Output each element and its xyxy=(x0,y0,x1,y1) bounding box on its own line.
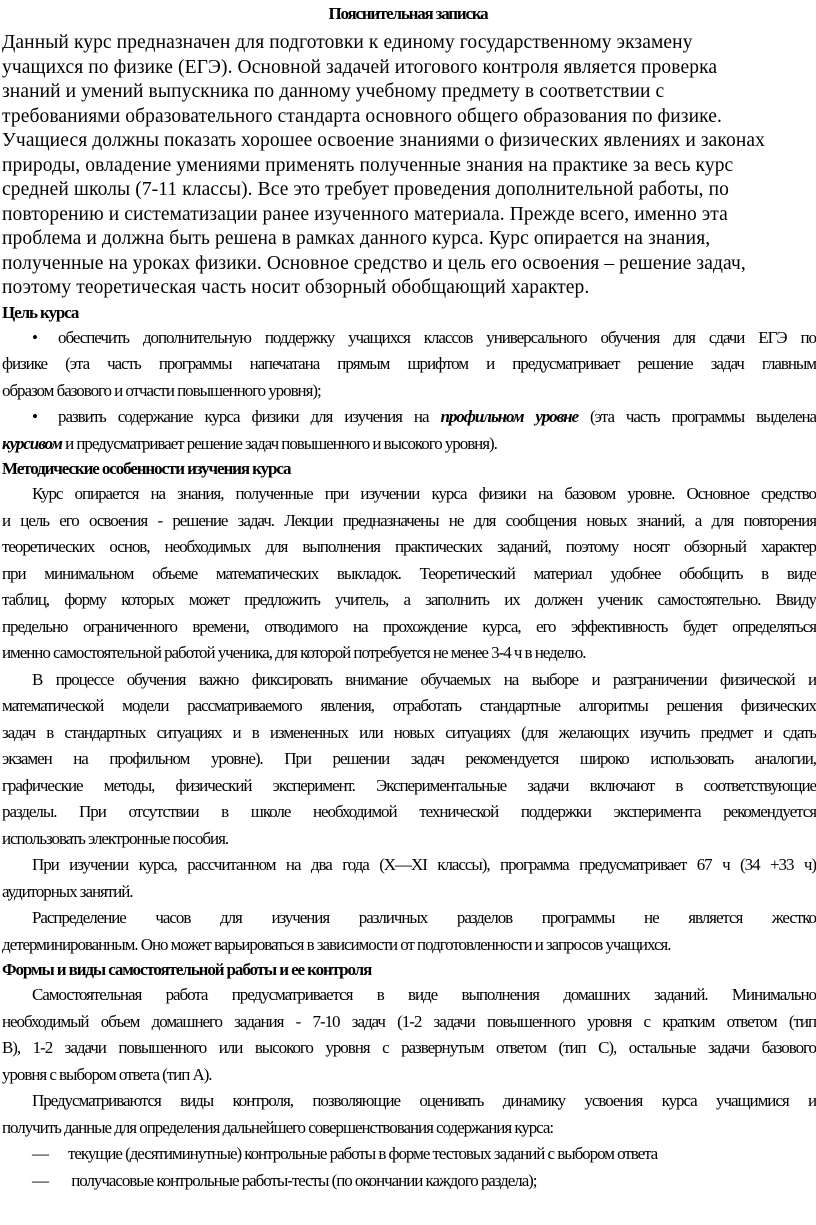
profile-level-emphasis: профильном уровне xyxy=(440,407,579,426)
italic-emphasis: курсивом xyxy=(2,433,62,453)
control-item-1 xyxy=(2,1141,816,1168)
methods-p4-line: Распределение часов для изучения различных разделов программы не является жестко xyxy=(32,908,816,927)
intro-line: Данный курс предназначен для подготовки к единому государственному экзамену xyxy=(2,32,693,53)
bullet-icon: • xyxy=(32,327,37,347)
methods-p1-line: именно самостоятельной работой ученика, для которой потребуется не менее 3-4 ч в неделю. xyxy=(2,643,586,662)
goal-bullet-2-text-after: (эта часть программы выделена xyxy=(578,407,816,426)
intro-line: повторению и систематизации ранее изученного материала. Прежде всего, именно эта xyxy=(2,203,728,225)
intro-line: проблема и должна быть решена в рамках данного курса. Курс опирается на знания, xyxy=(2,228,711,249)
methods-p2-line: графические методы, физический эксперимент. Экспериментальные задачи включают в соответствующие xyxy=(2,775,816,795)
forms-p1-line: необходимый объем домашнего задания - 7-10 задач (1-2 задачи повышенного уровня с кратким ответом (тип xyxy=(2,1011,816,1031)
dash-icon: — xyxy=(32,1144,48,1163)
intro-line: Учащиеся должны показать хорошее освоение знаниями о физических явлениях и законах xyxy=(2,130,765,151)
goal-bullet-1-line-1 xyxy=(2,325,816,352)
methods-p1-line: Курс опирается на знания, полученные при изучении курса физики на базовом уровне. Основное средство xyxy=(32,484,816,503)
intro-line: полученные на уроках физики. Основное средство и цель его освоения – решение задач, xyxy=(2,252,746,274)
forms-p1-line: уровня с выбором ответа (тип А). xyxy=(2,1064,212,1084)
methods-p2-line: использовать электронные пособия. xyxy=(2,828,229,848)
methods-p2-line: разделы. При отсутствии в школе необходимой технической поддержки эксперимента рекомендуется xyxy=(2,802,816,821)
intro-line: требованиями образовательного стандарта основного общего образования по физике. xyxy=(2,105,722,127)
methods-heading: Методические особенности изучения курса xyxy=(2,459,291,478)
bullet-icon: • xyxy=(32,407,37,426)
methods-p2-line: задач в стандартных ситуациях и в измененных или новых ситуациях (для желающих изучить предмет и сдать xyxy=(2,722,816,742)
intro-paragraph xyxy=(0,28,816,301)
methods-p2-line: экзамен на профильном уровне). При решении задач рекомендуется широко использовать аналогии, xyxy=(2,749,816,768)
methods-p3-line: При изучении курса, рассчитанном на два года (X—XI классы), программа предусматривает 67 ч (34 +33 ч) xyxy=(32,855,816,874)
forms-p2-line: получить данные для определения дальнейшего совершенствования содержания курса: xyxy=(2,1117,554,1137)
document-title: Пояснительная записка xyxy=(328,4,488,23)
methods-p2-line: В процессе обучения важно фиксировать внимание обучаемых на выборе и разграничении физической и xyxy=(32,669,816,689)
goal-bullet-1-text: обеспечить дополнительную поддержку учащихся классов универсального обучения для сдачи ЕГЭ по xyxy=(58,327,816,347)
forms-p1-line: Самостоятельная работа предусматривается в виде выполнения домашних заданий. Минимально xyxy=(32,985,816,1004)
control-item-text: получасовые контрольные работы-тесты (по окончании каждого раздела); xyxy=(68,1170,537,1190)
methods-p2-line: математической модели рассматриваемого явления, отработать стандартные алгоритмы решения физических xyxy=(2,696,816,715)
methods-p3-line: аудиторных занятий. xyxy=(2,881,133,901)
intro-line: природы, овладение умениями применять полученные знания на практике за весь курс xyxy=(2,154,734,176)
forms-p1-line: В), 1-2 задачи повышенного или высокого уровня с развернутым ответом (тип С), остальные задачи базового xyxy=(2,1038,816,1057)
goal-heading: Цель курса xyxy=(2,302,79,322)
intro-line: знаний и умений выпускника по данному учебному предмету в соответствии с xyxy=(2,81,665,102)
control-item-2 xyxy=(2,1168,816,1195)
goal-list xyxy=(0,325,816,458)
goal-bullet-2-line-2 xyxy=(2,431,816,458)
dash-icon: — xyxy=(32,1170,48,1190)
forms-p2-line: Предусматриваются виды контроля, позволяющие оценивать динамику усвоения курса учащимися и xyxy=(32,1091,816,1110)
forms-section xyxy=(0,982,816,1194)
forms-heading: Формы и виды самостоятельной работы и ее контроля xyxy=(2,960,372,979)
methods-p4-line: детерминированным. Оно может варьироваться в зависимости от подготовленности и запросов учащихся. xyxy=(2,934,671,954)
methods-p1-line: и цель его освоения - решение задач. Лекции предназначены не для сообщения новых знаний, а для повторения xyxy=(2,510,816,530)
goal-bullet-2-text-before: развить содержание курса физики для изучения на xyxy=(58,407,441,426)
methods-p1-line: теоретических основ, необходимых для выполнения практических заданий, поэтому носят обзорный характер xyxy=(2,537,816,556)
methods-section xyxy=(0,481,816,958)
intro-line: учащихся по физике (ЕГЭ). Основной задачей итогового контроля является проверка xyxy=(2,56,718,78)
control-item-text: текущие (десятиминутные) контрольные работы в форме тестовых заданий с выбором ответа xyxy=(68,1144,658,1163)
methods-p1-line: при минимальном объеме математических выкладок. Теоретический материал удобнее обобщить в виде xyxy=(2,563,816,583)
goal-bullet-1-line-2: физике (эта часть программы напечатана прямым шрифтом и предусматривает решение задач главным xyxy=(2,354,816,373)
goal-bullet-2-line-1 xyxy=(2,404,816,431)
goal-bullet-2-line-2-text: и предусматривает решение задач повышенного и высокого уровня). xyxy=(61,433,497,453)
intro-line: поэтому теоретическая часть носит обзорный обобщающий характер. xyxy=(2,277,590,298)
methods-p1-line: предельно ограниченного времени, отводимого на прохождение курса, его эффективность будет определяться xyxy=(2,616,816,636)
goal-bullet-1-line-3: образом базового и отчасти повышенного уровня); xyxy=(2,380,321,400)
intro-line: средней школы (7-11 классы). Все это требует проведения дополнительной работы, по xyxy=(2,179,729,200)
methods-p1-line: таблиц, форму которых может предложить учитель, а заполнить их должен ученик самостоятельно. Ввиду xyxy=(2,590,816,609)
